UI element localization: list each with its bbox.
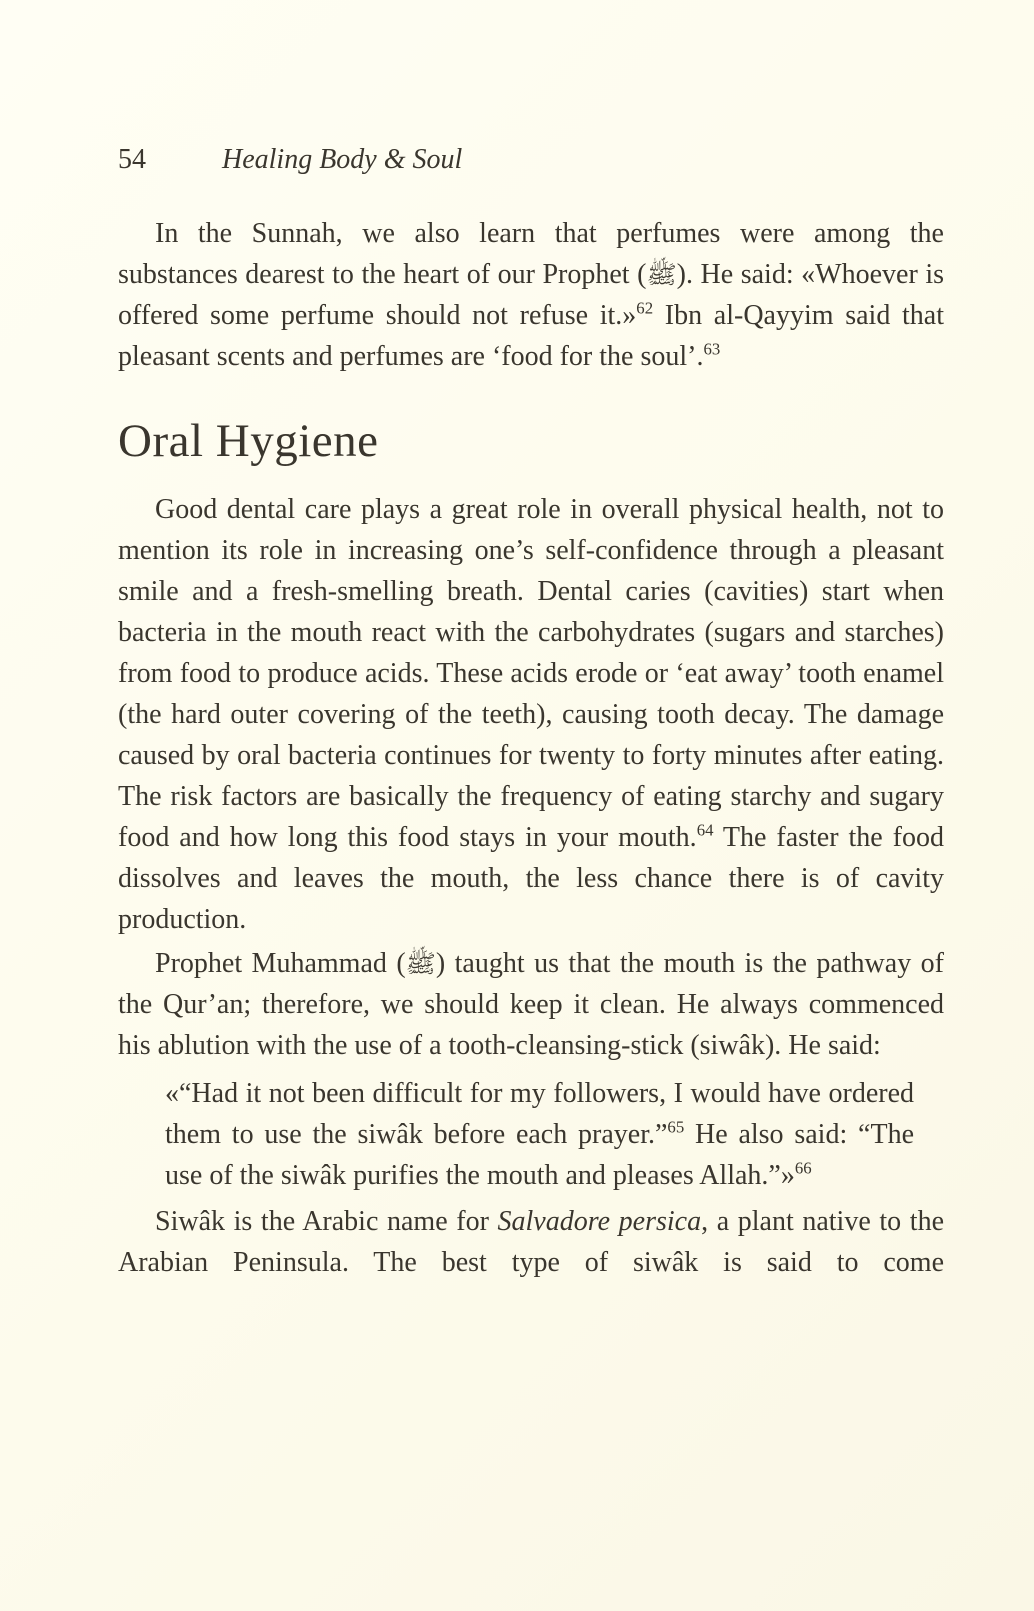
text-run: He also said: “The use of the siwâk purifies the mouth and pleases Allah.”»	[165, 1119, 915, 1191]
text-run: Prophet Muhammad (	[155, 948, 406, 979]
text-run: ). He said: «Whoever is offered some perfume should not refuse it.»	[118, 259, 944, 331]
page-number: 54	[118, 144, 146, 175]
text-run: , a plant native to the Arabian Peninsula. The best type of siwâk is said to come	[118, 1206, 944, 1278]
footnote-ref-64: 64	[696, 820, 714, 840]
text-run: The faster the food dissolves and leaves the mouth, the less chance there is of cavity production.	[118, 822, 944, 935]
prophet-honorific-symbol: ﷺ	[646, 260, 677, 289]
text-run: In the Sunnah, we also learn that perfumes were among the substances dearest to the heart of our Prophet (	[118, 218, 944, 290]
species-name-italic: Salvadore persica	[497, 1206, 702, 1237]
footnote-ref-62: 62	[636, 298, 654, 318]
paragraph-prophet-teaching	[118, 943, 944, 1066]
text-run: ) taught us that the mouth is the pathway of the Qur’an; therefore, we should keep it clean. He always commenced his ablution with the use of a tooth-cleansing-stick (siwâk). He said:	[118, 948, 944, 1061]
paragraph-salvadore-persica	[118, 1201, 944, 1283]
footnote-ref-66: 66	[794, 1158, 812, 1178]
running-title: Healing Body & Soul	[222, 144, 463, 175]
text-run: Siwâk is the Arabic name for	[155, 1206, 498, 1237]
text-run: Ibn al-Qayyim said that pleasant scents and perfumes are ‘food for the soul’.	[118, 300, 945, 372]
running-header	[118, 143, 944, 177]
footnote-ref-63: 63	[703, 339, 721, 359]
paragraph-perfumes	[118, 213, 944, 377]
text-run: «“Had it not been difficult for my followers, I would have ordered them to use the siwâk before each prayer.”	[165, 1078, 914, 1150]
paragraph-dental-care	[118, 489, 944, 940]
footnote-ref-65: 65	[667, 1117, 685, 1137]
section-heading: Oral Hygiene	[118, 415, 379, 467]
hadith-quote-block	[165, 1073, 914, 1196]
text-run: Good dental care plays a great role in overall physical health, not to mention its role in increasing one’s self-confidence through a pleasant smile and a fresh-smelling breath. Dental caries (cavities) start when bacteria in the mouth react with the carbohydrates (sugars and starches) from food to produce acids. These acids erode or ‘eat away’ tooth enamel (the hard outer covering of the teeth), causing tooth decay. The damage caused by oral bacteria continues for twenty to forty minutes after eating. The risk factors are basically the frequency of eating starchy and sugary food and how long this food stays in your mouth.	[118, 494, 944, 853]
prophet-honorific-symbol: ﷺ	[405, 949, 436, 978]
